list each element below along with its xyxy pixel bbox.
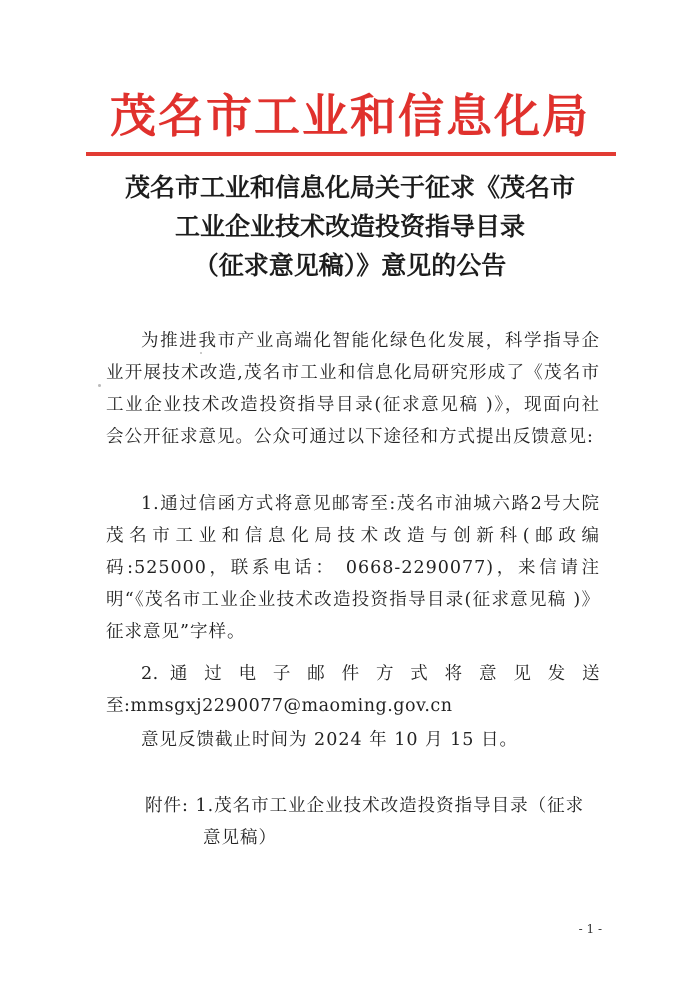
title-line-3: （征求意见稿）》意见的公告 [193, 251, 507, 280]
title-line-2: 工业企业技术改造投资指导目录 [174, 212, 525, 241]
attachment-item-line-2: 意见稿） [203, 828, 277, 848]
title-line-1: 茂名市工业和信息化局关于征求《茂名市 [124, 173, 575, 202]
attachment-label: 附件: [145, 796, 189, 816]
red-header-rule [86, 152, 616, 156]
page-number: - 1 - [578, 922, 602, 936]
deadline-paragraph: 意见反馈截止时间为 2024 年 10 月 15 日。 [141, 730, 518, 750]
document-title [60, 168, 640, 285]
issuing-authority-header: 茂名市工业和信息化局 [110, 89, 590, 143]
submission-method-email: 2. 通 过 电 子 邮 件 方 式 将 意 见 发 送至:mmsgxj2290077@maoming.gov.cn [106, 664, 600, 716]
attachment-section [145, 790, 600, 854]
scan-speck [98, 384, 101, 387]
intro-paragraph: 为推进我市产业高端化智能化绿色化发展，科学指导企业开展技术改造,茂名市工业和信息化局研究形成了《茂名市工业企业技术改造投资指导目录(征求意见稿 )》，现面向社会公开征求意见。公众可通过以下途径和方式提出反馈意见: [106, 331, 600, 447]
submission-method-letter: 1.通过信函方式将意见邮寄至:茂名市油城六路2号大院茂名市工业和信息化局技术改造与创新科(邮政编码:525000，联系电话： 0668-2290077)，来信请注明“《茂名市工业企业技术改造投资指导目录(征求意见稿 )》征求意见”字样。 [106, 494, 600, 642]
scan-speck [200, 352, 202, 354]
attachment-item-line-1: 1.茂名市工业企业技术改造投资指导目录（征求 [195, 796, 585, 816]
